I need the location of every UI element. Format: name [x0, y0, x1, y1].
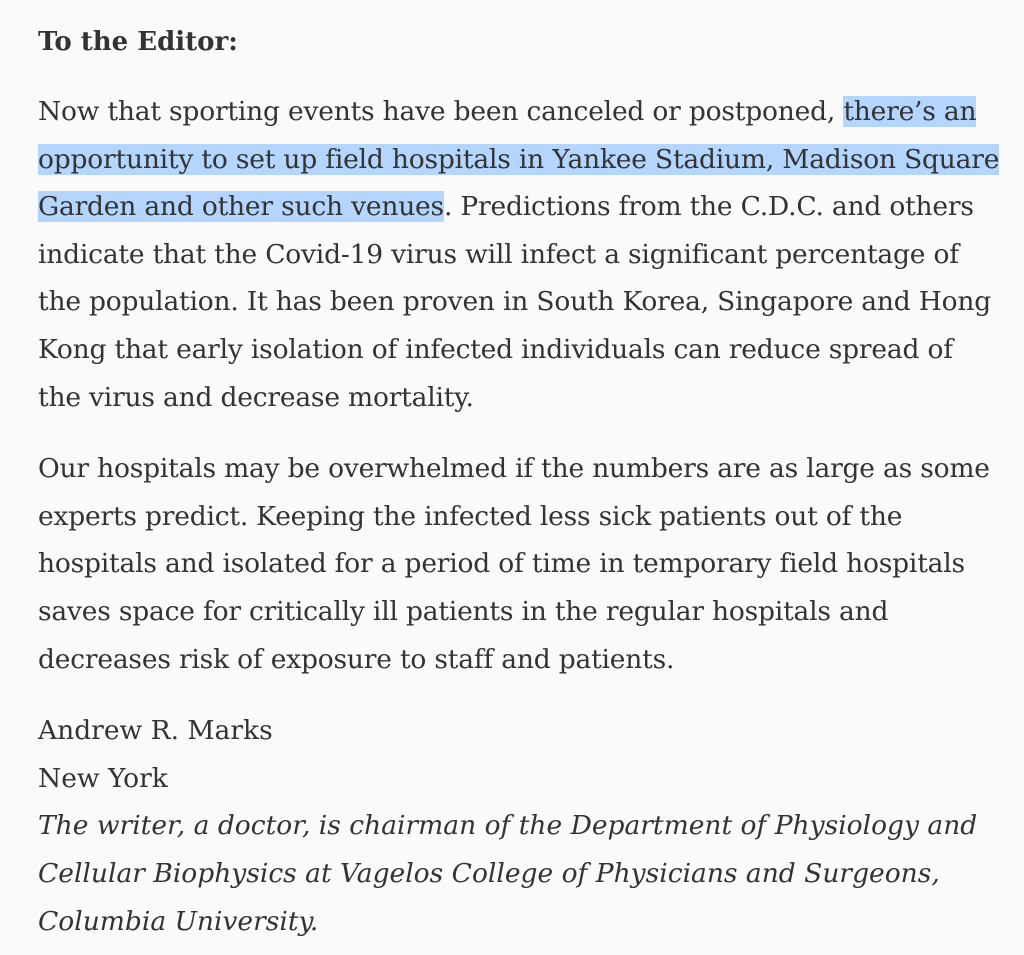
paragraph-1-intro: Now that sporting events have been canceled or postponed, [38, 96, 844, 127]
author-bio: The writer, a doctor, is chairman of the Department of Physiology and Cellular Biophysics at Vagelos College of Physicians and Surgeons, Columbia University. [38, 810, 978, 937]
highlighted-text-selection[interactable]: there’s an opportunity to set up field hospitals in Yankee Stadium, Madison Square Garden and other such venues [38, 96, 1000, 223]
author-location: New York [38, 762, 168, 794]
salutation: To the Editor: [38, 27, 238, 57]
paragraph-2: Our hospitals may be overwhelmed if the numbers are as large as some experts predict. Keeping the infected less sick patients out of the hospitals and isolated for a period of time in temporary field hospitals saves space for critically ill patients in the regular hospitals and decreases risk of exposure to staff and patients. [38, 453, 990, 675]
author-name: Andrew R. Marks [38, 715, 273, 747]
signature-block [38, 707, 994, 945]
paragraph-1 [38, 88, 1003, 421]
paragraph-1-rest: . Predictions from the C.D.C. and others indicate that the Covid-19 virus will infect a significant percentage of the population. It has been proven in South Korea, Singapore and Hong Kong that early isolation of infected individuals can reduce spread of the virus and decrease mortality. [38, 191, 992, 413]
